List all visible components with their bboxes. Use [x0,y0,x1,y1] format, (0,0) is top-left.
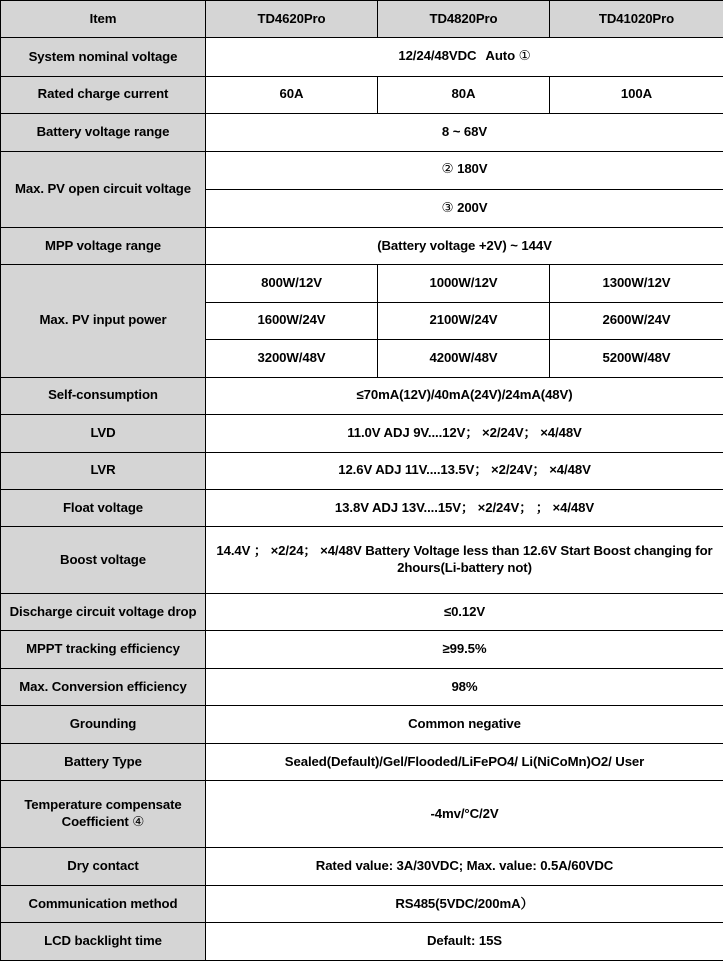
footnote-marker-2: ② [441,161,454,178]
row-value-max-pv-open-circuit-voltage-2 [206,189,723,227]
table-row [1,593,723,630]
row-value-battery-type: Sealed(Default)/Gel/Flooded/LiFePO4/ Li(NiCoMn)O2/ User [206,743,723,780]
row-label-battery-type: Battery Type [1,743,206,780]
row-value-max-pv-input-power-24v-2: 2100W/24V [378,302,550,339]
row-value-self-consumption: ≤70mA(12V)/40mA(24V)/24mA(48V) [206,377,723,414]
row-value-system-nominal-voltage [206,38,723,76]
row-label-mppt-tracking-efficiency: MPPT tracking efficiency [1,631,206,668]
footnote-marker-3: ③ [441,199,454,216]
label-text: Temperature compensate Coefficient [24,797,182,830]
table-row [1,452,723,489]
table-row [1,706,723,743]
row-value-max-pv-input-power-12v-3: 1300W/12V [550,265,723,302]
row-value-float-voltage: 13.8V ADJ 13V....15V； ×2/24V； ； ×4/48V [206,490,723,527]
row-value-lvr: 12.6V ADJ 11V....13.5V； ×2/24V； ×4/48V [206,452,723,489]
row-value-max-pv-input-power-48v-3: 5200W/48V [550,340,723,377]
table-row [1,265,723,302]
row-value-max-pv-input-power-12v-1: 800W/12V [206,265,378,302]
row-label-grounding: Grounding [1,706,206,743]
table-row [1,114,723,151]
row-label-communication-method: Communication method [1,885,206,922]
value-text: 12/24/48VDC [398,48,477,64]
row-value-boost-voltage: 14.4V ； ×2/24； ×4/48V Battery Voltage less than 12.6V Start Boost changing for 2hours(Li-battery not) [206,527,723,593]
row-label-max-pv-open-circuit-voltage: Max. PV open circuit voltage [1,151,206,227]
row-value-temperature-compensate-coefficient: -4mv/°C/2V [206,781,723,848]
row-label-max-pv-input-power: Max. PV input power [1,265,206,377]
row-value-max-pv-input-power-12v-2: 1000W/12V [378,265,550,302]
row-value-discharge-circuit-voltage-drop: ≤0.12V [206,593,723,630]
row-value-grounding: Common negative [206,706,723,743]
table-row [1,885,723,922]
row-label-dry-contact: Dry contact [1,848,206,885]
row-value-lcd-backlight-time: Default: 15S [206,923,723,961]
row-value-max-conversion-efficiency: 98% [206,668,723,705]
row-value-rated-charge-current-3: 100A [550,76,723,113]
table-row [1,527,723,593]
column-header-model-2: TD4820Pro [378,1,550,38]
column-header-model-1: TD4620Pro [206,1,378,38]
value-text: 200V [457,199,488,215]
value-suffix: Auto [485,48,516,64]
row-label-lcd-backlight-time: LCD backlight time [1,923,206,961]
table-row [1,151,723,189]
table-row [1,227,723,264]
row-label-lvd: LVD [1,415,206,452]
row-label-self-consumption: Self-consumption [1,377,206,414]
row-label-rated-charge-current: Rated charge current [1,76,206,113]
table-row [1,76,723,113]
row-value-max-pv-input-power-48v-2: 4200W/48V [378,340,550,377]
row-value-max-pv-open-circuit-voltage-1 [206,151,723,189]
row-value-rated-charge-current-2: 80A [378,76,550,113]
row-value-mpp-voltage-range: (Battery voltage +2V) ~ 144V [206,227,723,264]
row-label-lvr: LVR [1,452,206,489]
table-row [1,781,723,848]
row-label-discharge-circuit-voltage-drop: Discharge circuit voltage drop [1,593,206,630]
table-row [1,631,723,668]
table-header-row [1,1,723,38]
value-text: 180V [457,161,488,177]
row-value-max-pv-input-power-24v-1: 1600W/24V [206,302,378,339]
row-label-max-conversion-efficiency: Max. Conversion efficiency [1,668,206,705]
row-label-boost-voltage: Boost voltage [1,527,206,593]
row-value-max-pv-input-power-48v-1: 3200W/48V [206,340,378,377]
column-header-model-3: TD41020Pro [550,1,723,38]
table-row [1,848,723,885]
table-row [1,743,723,780]
table-row [1,38,723,76]
row-value-max-pv-input-power-24v-3: 2600W/24V [550,302,723,339]
row-value-dry-contact: Rated value: 3A/30VDC; Max. value: 0.5A/60VDC [206,848,723,885]
table-row [1,377,723,414]
table-row [1,923,723,961]
footnote-marker-1: ① [518,48,531,65]
row-value-lvd: 11.0V ADJ 9V....12V； ×2/24V； ×4/48V [206,415,723,452]
table-row [1,668,723,705]
row-value-battery-voltage-range: 8 ~ 68V [206,114,723,151]
row-value-communication-method: RS485(5VDC/200mA） [206,885,723,922]
row-label-battery-voltage-range: Battery voltage range [1,114,206,151]
row-label-mpp-voltage-range: MPP voltage range [1,227,206,264]
row-label-temperature-compensate-coefficient [1,781,206,848]
row-label-float-voltage: Float voltage [1,490,206,527]
column-header-item: Item [1,1,206,38]
footnote-marker-4: ④ [132,814,145,831]
table-row [1,490,723,527]
row-label-system-nominal-voltage: System nominal voltage [1,38,206,76]
row-value-rated-charge-current-1: 60A [206,76,378,113]
row-value-mppt-tracking-efficiency: ≥99.5% [206,631,723,668]
table-row [1,415,723,452]
